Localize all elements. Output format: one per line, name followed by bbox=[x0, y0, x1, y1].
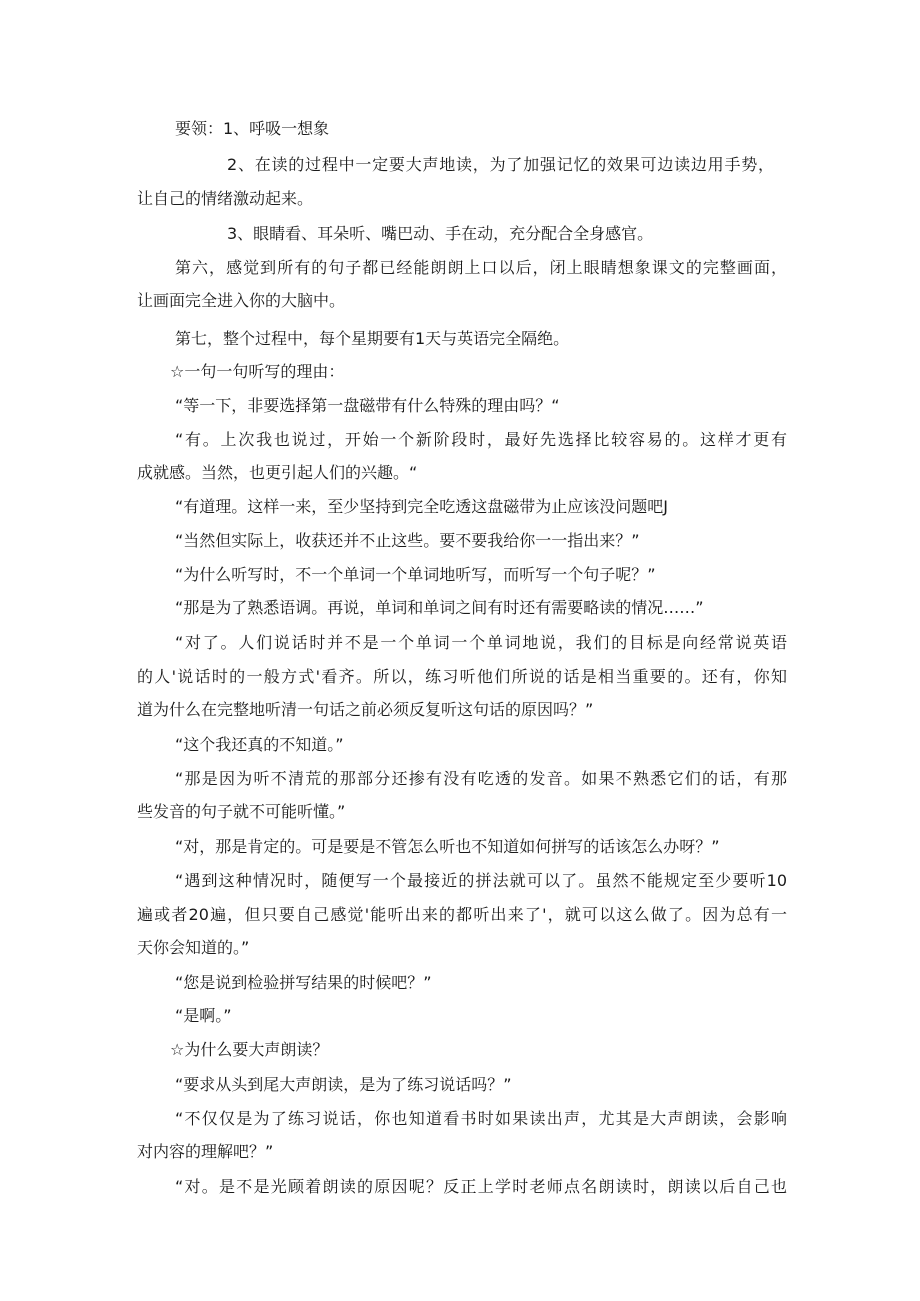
text-line: 要领：1、呼吸一想象 bbox=[175, 119, 330, 138]
text-line: 3、眼睛看、耳朵听、嘴巴动、手在动，充分配合全身感官。 bbox=[227, 224, 654, 243]
text-line: 成就感。当然，也更引起人们的兴趣。“ bbox=[137, 463, 418, 482]
text-line: 第六，感觉到所有的句子都已经能朗朗上口以后，闭上眼睛想象课文的完整画面， bbox=[175, 258, 787, 277]
text-line: “对，那是肯定的。可是要是不管怎么听也不知道如何拼写的话该怎么办呀？” bbox=[175, 837, 720, 856]
text-line: ☆为什么要大声朗读？ bbox=[170, 1040, 329, 1059]
text-line: “是啊。” bbox=[175, 1006, 232, 1025]
text-line: “对。是不是光顾着朗读的原因呢？反正上学时老师点名朗读时，朗读以后自己也 bbox=[175, 1177, 787, 1196]
text-line: “有。上次我也说过，开始一个新阶段时，最好先选择比较容易的。这样才更有 bbox=[175, 430, 787, 449]
text-line: “那是因为听不清荒的那部分还掺有没有吃透的发音。如果不熟悉它们的话，有那 bbox=[175, 769, 787, 788]
text-line: “您是说到检验拼写结果的时候吧？” bbox=[175, 973, 432, 992]
text-line: 2、在读的过程中一定要大声地读，为了加强记忆的效果可边读边用手势， bbox=[227, 155, 774, 174]
text-line: 的人'说话时的一般方式'看齐。所以，练习听他们所说的话是相当重要的。还有，你知 bbox=[137, 667, 787, 686]
text-line: “为什么听写时，不一个单词一个单词地听写，而听写一个句子呢？” bbox=[175, 565, 656, 584]
text-line: 天你会知道的。” bbox=[137, 938, 250, 957]
text-line: “当然但实际上，收获还并不止这些。要不要我给你一一指出来？” bbox=[175, 531, 640, 550]
text-line: 让画面完全进入你的大脑中。 bbox=[137, 291, 346, 310]
text-line: “这个我还真的不知道。” bbox=[175, 735, 344, 754]
text-line: “要求从头到尾大声朗读，是为了练习说话吗？” bbox=[175, 1075, 512, 1094]
text-line: “不仅仅是为了练习说话，你也知道看书时如果读出声，尤其是大声朗读，会影响 bbox=[175, 1109, 787, 1128]
text-line: “有道理。这样一来，至少坚持到完全吃透这盘磁带为止应该没问题吧J bbox=[175, 497, 669, 516]
text-line: “那是为了熟悉语调。再说，单词和单词之间有时还有需要略读的情况……” bbox=[175, 598, 704, 617]
text-line: 些发音的句子就不可能听懂。” bbox=[137, 802, 346, 821]
text-line: 对内容的理解吧？” bbox=[137, 1142, 274, 1161]
text-line: ☆一句一句听写的理由： bbox=[170, 362, 345, 381]
text-line: “遇到这种情况时，随便写一个最接近的拼法就可以了。虽然不能规定至少要听10 bbox=[175, 871, 787, 890]
text-line: “对了。人们说话时并不是一个单词一个单词地说，我们的目标是向经常说英语 bbox=[175, 633, 787, 652]
text-line: 让自己的情绪激动起来。 bbox=[137, 189, 314, 208]
text-line: “等一下，非要选择第一盘磁带有什么特殊的理由吗？“ bbox=[175, 396, 560, 415]
text-line: 第七，整个过程中，每个星期要有1天与英语完全隔绝。 bbox=[175, 329, 570, 348]
text-line: 遍或者20遍，但只要自己感觉'能听出来的都听出来了'，就可以这么做了。因为总有一 bbox=[137, 905, 787, 924]
text-line: 道为什么在完整地听清一句话之前必须反复听这句话的原因吗？” bbox=[137, 700, 594, 719]
